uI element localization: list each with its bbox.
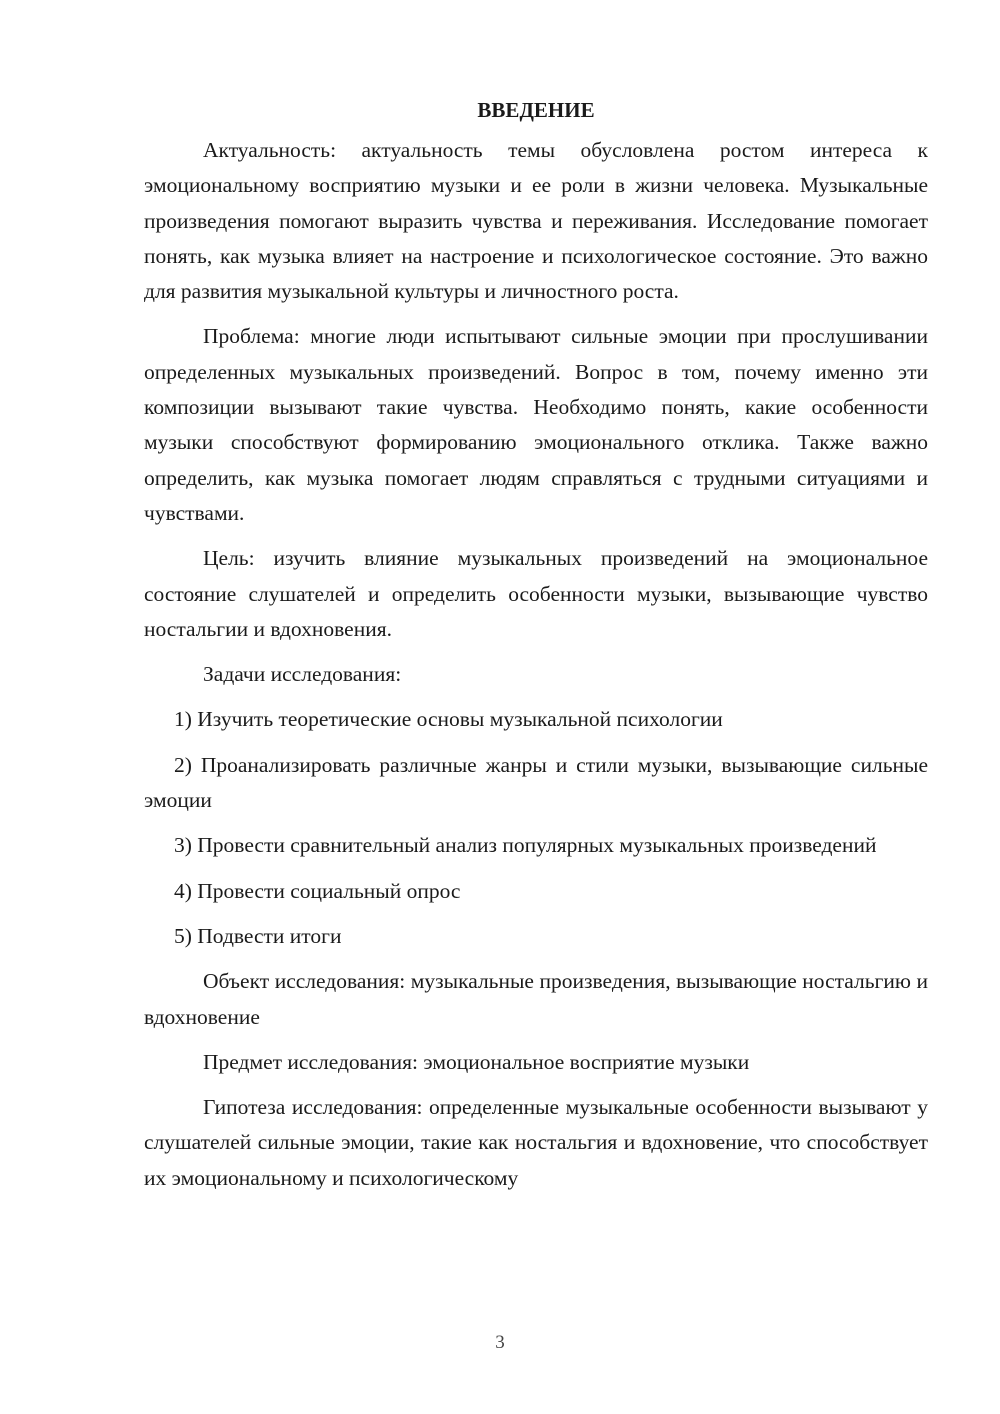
- task-item-3: 3) Провести сравнительный анализ популярных музыкальных произведений: [174, 833, 877, 858]
- section-title: ВВЕДЕНИЕ: [477, 98, 595, 122]
- task-item-5: 5) Подвести итоги: [174, 923, 342, 948]
- task-item-2: 2) Проанализировать различные жанры и стили музыки, вызывающие сильные эмоции: [144, 752, 928, 813]
- page-number: 3: [495, 1332, 505, 1353]
- tasks-heading: Задачи исследования:: [203, 662, 402, 687]
- problem-paragraph: Проблема: многие люди испытывают сильные эмоции при прослушивании определенных музыкальных произведений. Вопрос в том, почему именно эти композиции вызывают такие чувства. Необходимо понять, какие особенности музыки способствуют формированию эмоционального отклика. Также важно определить, как музыка помогает людям справляться с трудными ситуациями и чувствами.: [144, 324, 928, 525]
- document-page: [144, 93, 928, 1196]
- task-item-4: 4) Провести социальный опрос: [174, 878, 461, 903]
- goal-paragraph: Цель: изучить влияние музыкальных произведений на эмоциональное состояние слушателей и определить особенности музыки, вызывающие чувство ностальгии и вдохновения.: [144, 546, 928, 641]
- task-item-1: 1) Изучить теоретические основы музыкальной психологии: [174, 707, 723, 732]
- hypothesis-paragraph: Гипотеза исследования: определенные музыкальные особенности вызывают у слушателей сильные эмоции, такие как ностальгия и вдохновение, что способствует их эмоциональному и психологическому: [144, 1095, 928, 1190]
- object-paragraph: Объект исследования: музыкальные произведения, вызывающие ностальгию и вдохновение: [144, 969, 928, 1029]
- relevance-paragraph: Актуальность: актуальность темы обусловлена ростом интереса к эмоциональному восприятию музыки и ее роли в жизни человека. Музыкальные произведения помогают выразить чувства и переживания. Исследование помогает понять, как музыка влияет на настроение и психологическое состояние. Это важно для развития музыкальной культуры и личностного роста.: [144, 138, 928, 304]
- subject-paragraph: Предмет исследования: эмоциональное восприятие музыки: [203, 1049, 750, 1074]
